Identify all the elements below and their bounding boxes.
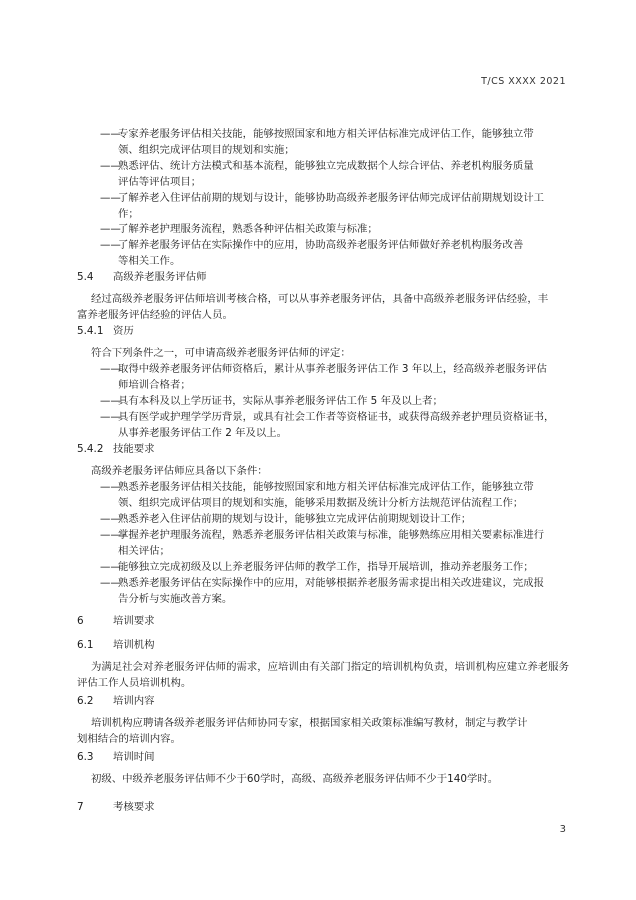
list-dash: —— [100,239,121,251]
list-item-line: 领、组织完成评估项目的规划和实施，能够采用数据及统计分析方法规范评估流程工作； [118,497,524,509]
list-item-line: 专家养老服务评估相关技能，能够按照国家和地方相关评估标准完成评估工作，能够独立带 [118,128,534,140]
list-item-line: 熟悉养老服务评估相关技能，能够按照国家和地方相关评估标准完成评估工作，能够独立带 [118,481,534,493]
list-dash: —— [100,561,121,573]
section-heading-6-1 [77,638,155,652]
list-item-line: 了解养老入住评估前期的规划与设计，能够协助高级养老服务评估师完成评估前期规划设计工 [118,192,545,204]
section-number: 6.1 [77,639,94,651]
list-item-line: 从事养老服务评估工作 2 年及以上。 [118,427,288,439]
section-title: 资历 [113,325,134,337]
paragraph-line: 符合下列条件之一，可申请高级养老服务评估师的评定： [91,347,351,359]
list-item-line: 等相关工作。 [118,255,181,267]
section-title: 高级养老服务评估师 [113,271,207,283]
list-item-line: 领、组织完成评估项目的规划和实施； [118,144,295,156]
section-number: 6.3 [77,751,94,763]
list-dash: —— [100,513,121,525]
list-item-line: 掌握养老护理服务流程，熟悉养老服务评估相关政策与标准，能够熟练应用相关要素标准进行 [118,529,545,541]
section-number: 5.4.2 [77,443,104,455]
list-item-line: 相关评估； [118,545,170,557]
list-item-line: 具有医学或护理学学历背景，或具有社会工作者等资格证书，或获得高级养老护理员资格证书， [118,411,555,423]
section-heading-7 [77,800,155,814]
list-item-line: 了解养老服务评估在实际操作中的应用，协助高级养老服务评估师做好养老机构服务改善 [118,239,524,251]
section-heading-6-2 [77,694,155,708]
paragraph-line: 经过高级养老服务评估师培训考核合格，可以从事养老服务评估，具备中高级养老服务评估经验，丰 [91,293,549,305]
list-item-line: 取得中级养老服务评估师资格后，累计从事养老服务评估工作 3 年以上，经高级养老服务评估 [118,363,547,375]
section-number: 6.2 [77,695,94,707]
list-item-line: 师培训合格者； [118,379,191,391]
list-item-line: 能够独立完成初级及以上养老服务评估师的教学工作，指导开展培训，推动养老服务工作； [118,561,534,573]
list-dash: —— [100,223,121,235]
paragraph-line: 富养老服务评估经验的评估人员。 [77,309,233,321]
page-header: T/CS XXXX 2021 [481,76,566,87]
section-heading-6 [77,614,155,628]
section-number: 6 [77,615,84,627]
section-heading-6-3 [77,750,155,764]
list-dash: —— [100,577,121,589]
section-title: 技能要求 [113,443,155,455]
paragraph-line: 评估工作人员培训机构。 [77,677,192,689]
section-number: 5.4 [77,271,94,283]
section-title: 培训时间 [113,751,155,763]
section-title: 培训内容 [113,695,155,707]
list-item-line: 评估等评估项目； [118,176,202,188]
paragraph-line: 划相结合的培训内容。 [77,733,181,745]
list-dash: —— [100,529,121,541]
list-dash: —— [100,192,121,204]
section-title: 培训机构 [113,639,155,651]
list-dash: —— [100,395,121,407]
section-heading-5-4-2 [77,442,155,456]
paragraph-line: 高级养老服务评估师应具备以下条件： [91,465,268,477]
list-dash: —— [100,481,121,493]
section-heading-5-4 [77,270,207,284]
section-title: 考核要求 [113,801,155,813]
list-item-line: 熟悉养老服务评估在实际操作中的应用，对能够根据养老服务需求提出相关改进建议，完成报 [118,577,545,589]
list-dash: —— [100,160,121,172]
list-item-line: 作； [118,208,139,220]
section-number: 7 [77,801,84,813]
section-title: 培训要求 [113,615,155,627]
list-item-line: 具有本科及以上学历证书，实际从事养老服务评估工作 5 年及以上者； [118,395,443,407]
section-number: 5.4.1 [77,325,104,337]
list-dash: —— [100,128,121,140]
list-item-line: 熟悉养老入住评估前期的规划与设计，能够独立完成评估前期规划设计工作； [118,513,472,525]
list-item-line: 熟悉评估、统计方法模式和基本流程，能够独立完成数据个人综合评估、养老机构服务质量 [118,160,534,172]
page-number: 3 [559,824,566,835]
paragraph-line: 初级、中级养老服务评估师不少于60学时，高级、高级养老服务评估师不少于140学时。 [91,773,499,785]
list-dash: —— [100,411,121,423]
section-heading-5-4-1 [77,324,134,338]
paragraph-line: 培训机构应聘请各级养老服务评估师协同专家，根据国家相关政策标准编写教材，制定与教学计 [91,717,528,729]
list-dash: —— [100,363,121,375]
paragraph-line: 为满足社会对养老服务评估师的需求，应培训由有关部门指定的培训机构负责，培训机构应建立养老服务 [91,661,569,673]
list-item-line: 告分析与实施改善方案。 [118,593,233,605]
list-item-line: 了解养老护理服务流程，熟悉各种评估相关政策与标准； [118,223,378,235]
